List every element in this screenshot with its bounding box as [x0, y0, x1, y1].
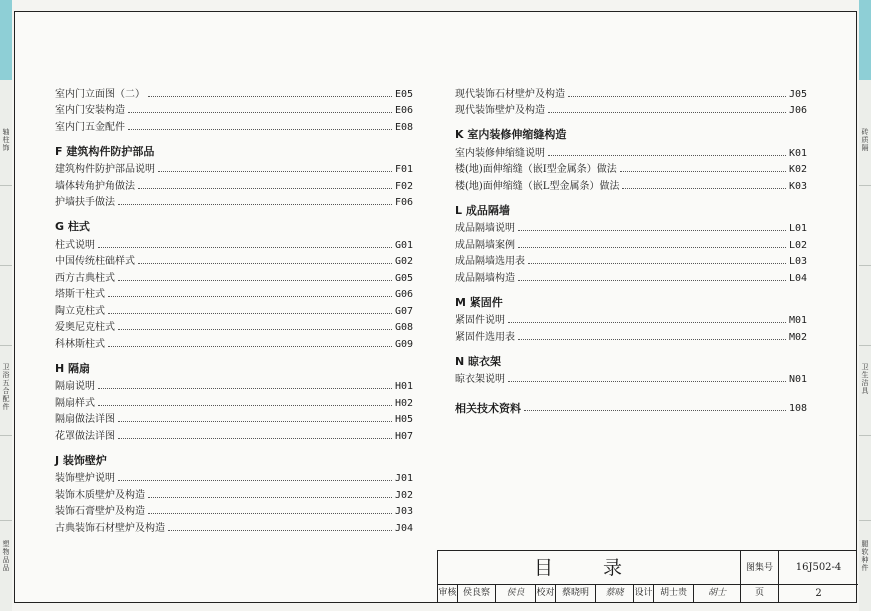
toc-entry-title: 柱式说明 [55, 239, 95, 251]
toc-entry-title: 装饰木质壁炉及构造 [55, 489, 145, 501]
toc-entry[interactable] [455, 327, 807, 344]
toc-entry[interactable] [455, 311, 807, 328]
checker-name: 蔡晓明 [556, 585, 596, 602]
toc-entry[interactable] [455, 176, 807, 193]
toc-entry[interactable] [455, 101, 807, 118]
checker-signature: 蔡晓 [596, 585, 634, 602]
leader-dots [118, 328, 392, 330]
leader-dots [128, 111, 392, 113]
toc-entry[interactable] [55, 502, 413, 519]
leader-dots [620, 170, 786, 172]
toc-entry-code: G02 [394, 256, 413, 267]
toc-entry-title: 成品隔墙选用表 [455, 256, 525, 267]
leader-dots [158, 170, 392, 172]
leader-dots [138, 262, 392, 264]
leader-dots [518, 279, 786, 281]
toc-entry-code: E06 [394, 105, 413, 116]
toc-entry-code: L01 [788, 223, 807, 234]
review-label: 审核 [438, 585, 458, 602]
toc-entry-code: L03 [788, 256, 807, 267]
toc-entry-title: 晾衣架说明 [455, 374, 505, 385]
toc-entry-code: L02 [788, 239, 807, 251]
toc-entry-title: 西方古典柱式 [55, 272, 115, 284]
toc-entry-title: 室内门五金配件 [55, 121, 125, 133]
design-label: 设计 [634, 585, 654, 602]
toc-entry-code: M02 [788, 331, 807, 343]
right-cyan-tab [859, 0, 871, 80]
leader-dots [118, 203, 392, 205]
section-heading: J 装饰壁炉 [55, 453, 107, 467]
page-title: 目 录 [438, 551, 741, 585]
section-heading: M 紧固件 [455, 295, 503, 309]
toc-entry[interactable] [55, 485, 413, 502]
leader-dots [148, 496, 392, 498]
toc-entry-code: F01 [394, 164, 413, 175]
toc-entry[interactable] [455, 370, 807, 387]
toc-entry[interactable] [455, 252, 807, 269]
toc-entry-code: E08 [394, 121, 413, 133]
toc-entry-title: 建筑构件防护部品说明 [55, 164, 155, 175]
leader-dots [108, 312, 392, 314]
right-edge-strip [859, 0, 871, 611]
toc-entry[interactable] [55, 377, 413, 394]
toc-entry-code: H01 [394, 381, 413, 392]
leader-dots [518, 229, 786, 231]
leader-dots [508, 380, 786, 382]
section-heading: F 建筑构件防护部品 [55, 144, 155, 158]
toc-entry-title: 相关技术资料 [455, 401, 521, 415]
leader-dots [548, 111, 786, 113]
toc-entry-code: G07 [394, 305, 413, 317]
toc-entry-code: K02 [788, 164, 807, 175]
page-number: 2 [815, 588, 822, 599]
toc-entry-code: 108 [788, 402, 807, 414]
toc-entry-title: 中国传统柱础样式 [55, 256, 135, 267]
toc-entry[interactable] [55, 426, 413, 443]
toc-entry[interactable] [55, 101, 413, 118]
toc-entry-title: 现代装饰石材壁炉及构造 [455, 88, 565, 100]
toc-entry-title: 塔斯干柱式 [55, 289, 105, 300]
toc-entry[interactable] [55, 117, 413, 134]
toc-entry-title: 隔扇做法详图 [55, 414, 115, 425]
toc-entry-title: 隔扇样式 [55, 397, 95, 409]
toc-entry-title: 陶立克柱式 [55, 305, 105, 317]
leader-dots [518, 246, 786, 248]
toc-entry[interactable] [55, 469, 413, 486]
toc-entry[interactable] [55, 334, 413, 351]
toc-entry-title: 装饰壁炉说明 [55, 473, 115, 484]
toc-entry-code: F02 [394, 180, 413, 192]
toc-entry-code: H02 [394, 397, 413, 409]
toc-entry[interactable] [55, 252, 413, 269]
leader-dots [138, 187, 392, 189]
toc-entry-code: J06 [788, 105, 807, 116]
side-label-right-1: 砖 质 隔 [861, 128, 869, 152]
reviewer-name: 侯良察 [458, 585, 496, 602]
toc-entry-title: 墙体转角护角做法 [55, 180, 135, 192]
toc-entry-title: 紧固件说明 [455, 315, 505, 326]
toc-entry-title: 科林斯柱式 [55, 338, 105, 350]
toc-entry-code: G05 [394, 272, 413, 284]
leader-dots [524, 409, 786, 411]
leader-dots [518, 338, 786, 340]
leader-dots [118, 420, 392, 422]
reviewer-signature: 侯良 [496, 585, 536, 602]
leader-dots [98, 246, 392, 248]
toc-entry[interactable] [455, 268, 807, 285]
left-cyan-tab [0, 0, 12, 80]
toc-entry-title: 紧固件选用表 [455, 331, 515, 343]
toc-entry[interactable] [55, 410, 413, 427]
toc-entry[interactable] [55, 285, 413, 302]
toc-entry[interactable] [55, 318, 413, 335]
toc-entry-code: E05 [394, 88, 413, 100]
toc-entry[interactable] [455, 235, 807, 252]
toc-entry-code: J02 [394, 489, 413, 501]
toc-entry-code: M01 [788, 315, 807, 326]
leader-dots [148, 95, 392, 97]
designer-name: 胡士贵 [654, 585, 694, 602]
toc-entry-title: 室内门安装构造 [55, 105, 125, 116]
leader-dots [118, 479, 392, 481]
leader-dots [118, 279, 392, 281]
leader-dots [168, 529, 392, 531]
toc-entry-title: 室内装修伸缩缝说明 [455, 147, 545, 159]
toc-entry-title: 成品隔墙案例 [455, 239, 515, 251]
toc-left-column [55, 84, 413, 535]
toc-entry-code: J04 [394, 522, 413, 534]
toc-entry-title: 室内门立面图（二） [55, 88, 145, 100]
toc-entry-title: 爱奥尼克柱式 [55, 322, 115, 333]
toc-entry[interactable] [55, 84, 413, 101]
section-heading: L 成品隔墙 [455, 203, 510, 217]
leader-dots [508, 321, 786, 323]
toc-entry-title: 现代装饰壁炉及构造 [455, 105, 545, 116]
side-label-left-1: 轴 柱 饰 [2, 128, 10, 152]
toc-entry[interactable] [455, 398, 807, 415]
toc-entry[interactable] [55, 193, 413, 210]
toc-entry-code: H05 [394, 414, 413, 425]
toc-entry[interactable] [55, 235, 413, 252]
leader-dots [568, 95, 786, 97]
toc-entry-code: K01 [788, 147, 807, 159]
toc-entry-title: 成品隔墙说明 [455, 223, 515, 234]
toc-entry-code: H07 [394, 430, 413, 442]
toc-entry-code: J05 [788, 88, 807, 100]
toc-entry[interactable] [55, 393, 413, 410]
left-edge-strip [0, 0, 12, 611]
toc-entry-code: F06 [394, 197, 413, 208]
toc-right-column [455, 84, 807, 415]
section-heading: K 室内装修伸缩缝构造 [455, 128, 567, 141]
toc-entry[interactable] [455, 160, 807, 177]
side-label-right-3: 腿 软 种 件 [861, 540, 869, 572]
toc-entry-code: J01 [394, 473, 413, 484]
toc-entry[interactable] [55, 160, 413, 177]
leader-dots [128, 128, 392, 130]
leader-dots [98, 387, 392, 389]
toc-entry-code: L04 [788, 272, 807, 284]
toc-entry-code: N01 [788, 374, 807, 385]
atlas-number-label: 图集号 [741, 551, 779, 585]
toc-entry-title: 成品隔墙构造 [455, 272, 515, 284]
leader-dots [98, 404, 392, 406]
toc-entry-code: G09 [394, 338, 413, 350]
toc-entry-title: 古典装饰石材壁炉及构造 [55, 522, 165, 534]
side-label-left-2: 卫 浴 五 合 配 件 [2, 363, 10, 411]
leader-dots [118, 437, 392, 439]
toc-entry[interactable] [455, 84, 807, 101]
side-label-left-3: 塑 物 品 品 [2, 540, 10, 572]
toc-entry-title: 花罩做法详图 [55, 430, 115, 442]
toc-entry-code: G06 [394, 289, 413, 300]
toc-entry[interactable] [455, 219, 807, 236]
atlas-number: 16J502-4 [779, 551, 858, 585]
toc-entry-code: J03 [394, 506, 413, 517]
toc-entry-code: K03 [788, 180, 807, 192]
side-label-right-2: 卫 生 洁 具 [861, 363, 869, 395]
toc-entry-code: G01 [394, 239, 413, 251]
leader-dots [108, 345, 392, 347]
toc-entry-title: 楼(地)面伸缩缝（嵌I型金属条）做法 [455, 164, 617, 175]
page-label: 页 [741, 585, 779, 602]
toc-entry-title: 护墙扶手做法 [55, 197, 115, 208]
designer-signature: 胡士 [694, 585, 741, 602]
toc-entry[interactable] [55, 176, 413, 193]
leader-dots [108, 295, 392, 297]
title-block [437, 550, 857, 603]
toc-entry-code: G08 [394, 322, 413, 333]
check-label: 校对 [536, 585, 556, 602]
toc-entry[interactable] [455, 143, 807, 160]
toc-entry-title: 楼(地)面伸缩缝（嵌L型金属条）做法 [455, 180, 620, 192]
leader-dots [148, 512, 392, 514]
leader-dots [528, 262, 786, 264]
leader-dots [548, 154, 786, 156]
toc-entry[interactable] [55, 518, 413, 535]
toc-entry[interactable] [55, 268, 413, 285]
section-heading: N 晾衣架 [455, 354, 502, 368]
toc-entry-title: 装饰石膏壁炉及构造 [55, 506, 145, 517]
toc-entry[interactable] [55, 301, 413, 318]
toc-entry-title: 隔扇说明 [55, 381, 95, 392]
section-heading: G 柱式 [55, 220, 90, 233]
section-heading: H 隔扇 [55, 361, 91, 375]
leader-dots [622, 187, 785, 189]
